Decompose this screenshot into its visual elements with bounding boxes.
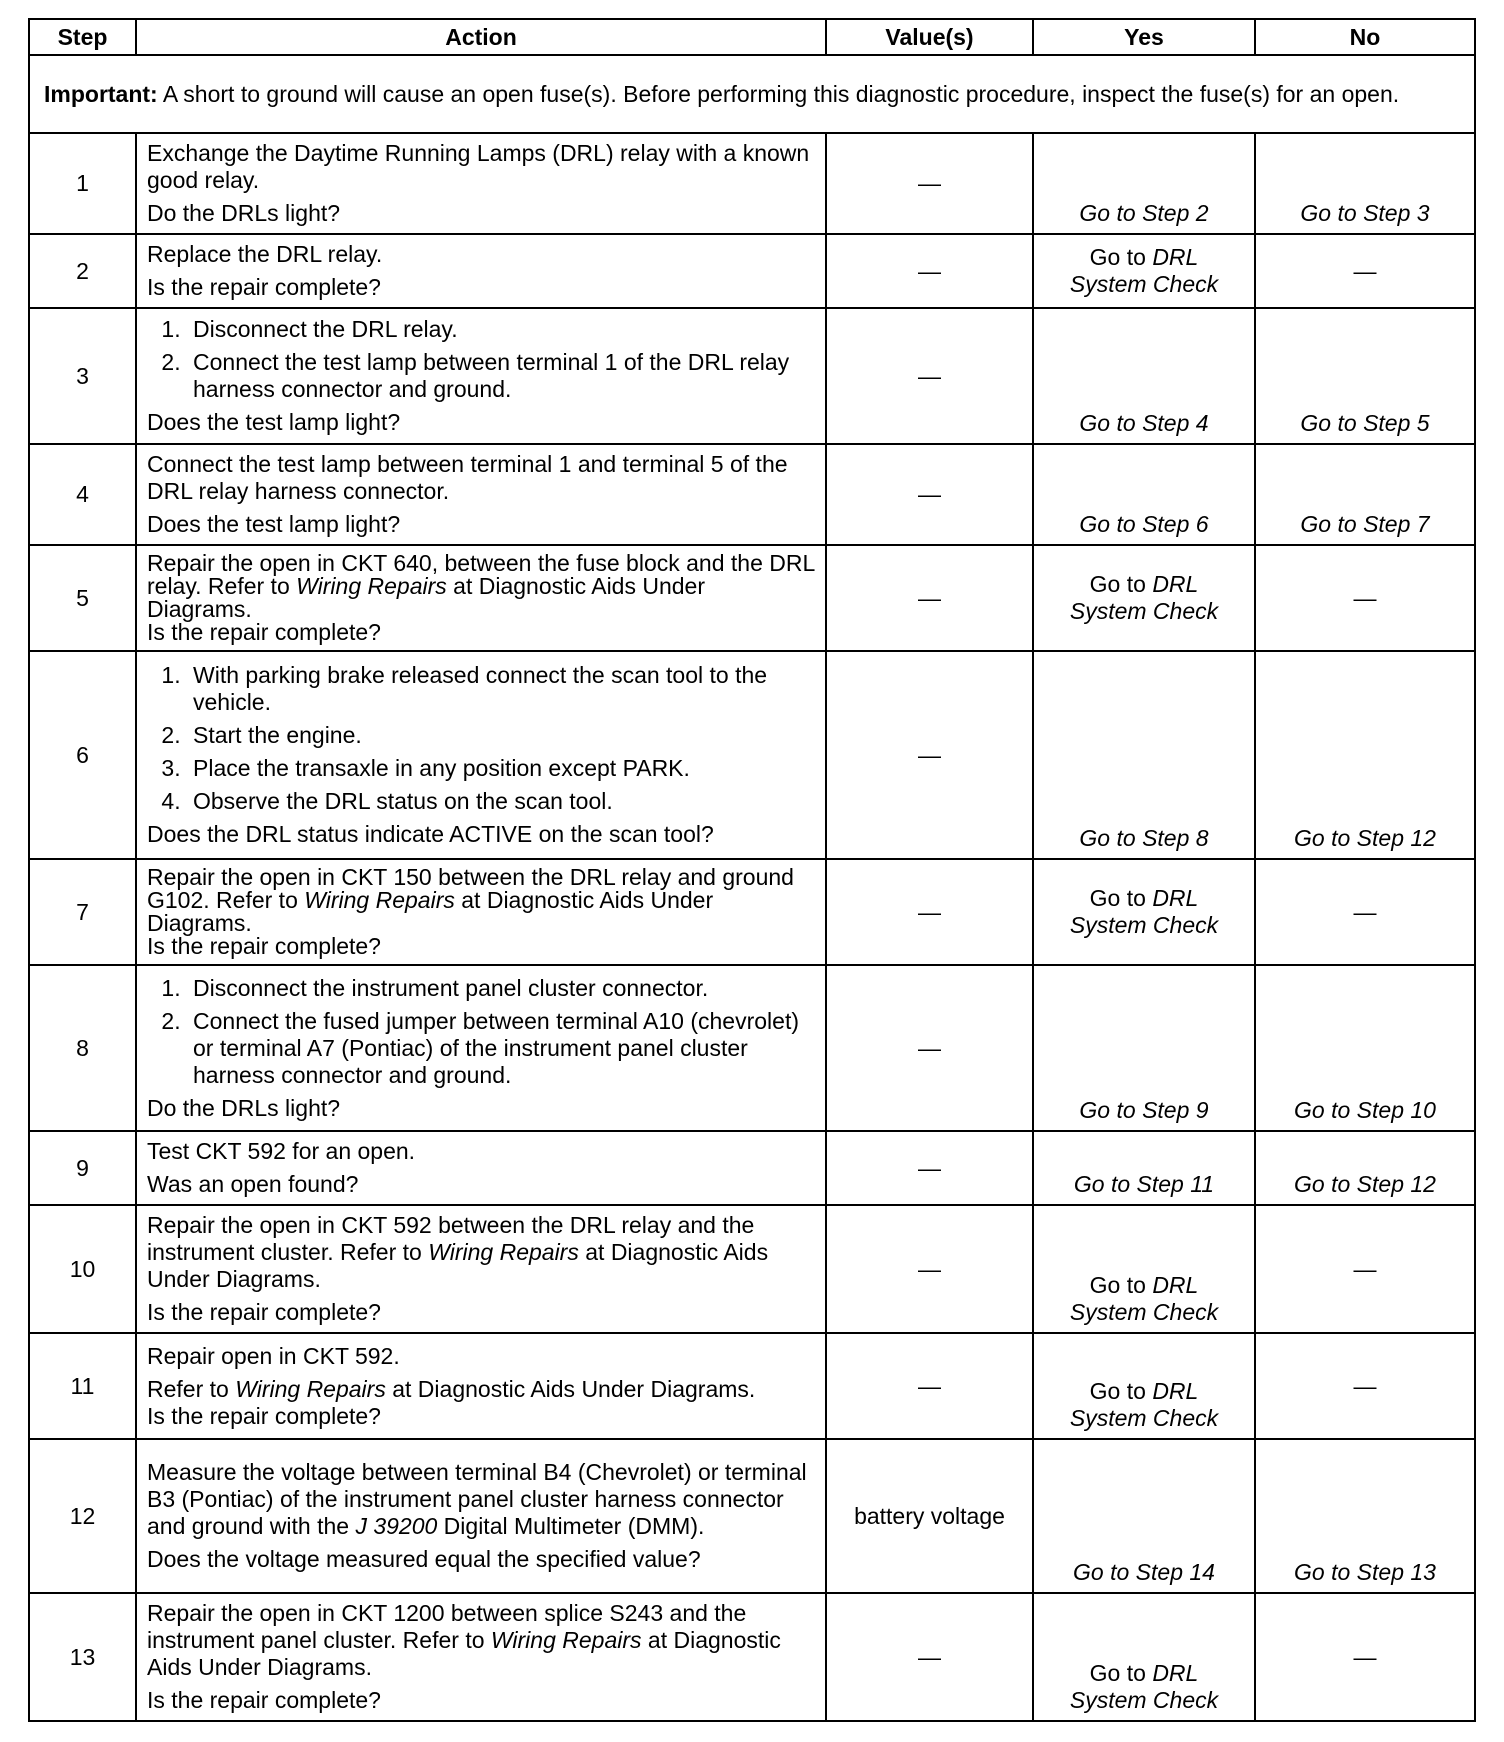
table-row xyxy=(29,133,1475,234)
yes-prefix: Go to xyxy=(1089,885,1153,911)
no-cell: Go to Step 7 xyxy=(1255,444,1475,545)
action-question: Is the repair complete? xyxy=(147,274,381,300)
action-text-part: at Diagnostic Aids Under Diagrams. xyxy=(147,1627,781,1680)
action-text xyxy=(147,866,815,935)
no-cell xyxy=(1255,545,1475,651)
value-dash: — xyxy=(918,1034,941,1061)
table-row xyxy=(29,308,1475,444)
value-cell xyxy=(826,651,1033,859)
action-question: Is the repair complete? xyxy=(147,619,381,645)
table-row xyxy=(29,651,1475,859)
step-number: 11 xyxy=(29,1333,136,1439)
value-cell xyxy=(826,1333,1033,1439)
action-cell xyxy=(136,651,826,859)
value-dash: — xyxy=(918,481,941,507)
yes-drl: DRL xyxy=(1152,1272,1199,1298)
table-row xyxy=(29,1593,1475,1721)
header-yes: Yes xyxy=(1033,19,1255,55)
no-cell xyxy=(1255,1205,1475,1333)
step-number: 7 xyxy=(29,859,136,965)
header-row xyxy=(29,19,1475,55)
yes-system-check: System Check xyxy=(1069,1687,1219,1713)
value-cell xyxy=(826,859,1033,965)
action-text-italic: Wiring Repairs xyxy=(428,1239,579,1265)
yes-drl: DRL xyxy=(1152,1378,1199,1404)
yes-prefix: Go to xyxy=(1089,1660,1153,1686)
list-item: 1. Disconnect the instrument panel cluster connector. xyxy=(187,975,815,1002)
action-question: Do the DRLs light? xyxy=(147,1094,341,1121)
yes-cell xyxy=(1033,545,1255,651)
yes-cell xyxy=(1033,1593,1255,1721)
no-dash: — xyxy=(1353,1372,1377,1399)
value-cell xyxy=(826,308,1033,444)
list-item: 4. Observe the DRL status on the scan tool. xyxy=(187,788,815,815)
yes-cell xyxy=(1033,1333,1255,1439)
action-text-part: Digital Multimeter (DMM). xyxy=(437,1513,705,1539)
list-item: 1. With parking brake released connect the scan tool to the vehicle. xyxy=(187,662,815,716)
no-dash: — xyxy=(1353,1643,1377,1670)
header-values: Value(s) xyxy=(826,19,1033,55)
value-dash: — xyxy=(918,584,941,611)
value-dash: — xyxy=(918,1643,941,1670)
no-cell: Go to Step 5 xyxy=(1255,308,1475,444)
yes-drl: DRL xyxy=(1152,571,1199,597)
action-text xyxy=(147,1459,815,1540)
table-row xyxy=(29,1439,1475,1593)
yes-system-check: System Check xyxy=(1069,912,1219,938)
value-cell xyxy=(826,545,1033,651)
action-question: Is the repair complete? xyxy=(147,1402,381,1429)
yes-system-check: System Check xyxy=(1069,1405,1219,1431)
action-cell xyxy=(136,444,826,545)
table-row xyxy=(29,1205,1475,1333)
action-text-part: at Diagnostic Aids Under Diagrams. xyxy=(147,573,706,622)
action-list xyxy=(147,662,815,815)
action-text: Exchange the Daytime Running Lamps (DRL) relay with a known good relay. xyxy=(147,140,810,193)
no-cell: Go to Step 10 xyxy=(1255,965,1475,1131)
action-cell xyxy=(136,1131,826,1205)
step-number: 8 xyxy=(29,965,136,1131)
action-cell xyxy=(136,1593,826,1721)
action-cell xyxy=(136,1205,826,1333)
yes-cell: Go to Step 9 xyxy=(1033,965,1255,1131)
action-text: Repair open in CKT 592. xyxy=(147,1342,400,1369)
action-text-italic: J 39200 xyxy=(355,1513,438,1539)
action-text-part: Refer to xyxy=(147,1375,236,1402)
no-dash: — xyxy=(1353,1255,1377,1282)
action-question: Is the repair complete? xyxy=(147,1687,381,1713)
no-dash: — xyxy=(1353,898,1377,925)
action-text-italic: Wiring Repairs xyxy=(490,1627,642,1653)
value-cell xyxy=(826,1205,1033,1333)
no-cell: Go to Step 3 xyxy=(1255,133,1475,234)
action-text-2 xyxy=(147,1376,815,1403)
step-number: 6 xyxy=(29,651,136,859)
action-question: Does the test lamp light? xyxy=(147,511,401,537)
no-dash: — xyxy=(1353,257,1377,284)
yes-cell: Go to Step 6 xyxy=(1033,444,1255,545)
list-item: 2. Start the engine. xyxy=(187,722,815,749)
header-action: Action xyxy=(136,19,826,55)
action-question: Is the repair complete? xyxy=(147,1299,381,1325)
action-cell xyxy=(136,234,826,308)
no-cell xyxy=(1255,1333,1475,1439)
step-number: 4 xyxy=(29,444,136,545)
action-question: Is the repair complete? xyxy=(147,933,381,959)
value-cell xyxy=(826,965,1033,1131)
value-cell: battery voltage xyxy=(826,1439,1033,1593)
action-list xyxy=(147,316,815,403)
yes-cell xyxy=(1033,234,1255,308)
action-question: Do the DRLs light? xyxy=(147,200,341,226)
action-list xyxy=(147,975,815,1089)
yes-system-check: System Check xyxy=(1069,1299,1219,1325)
value-cell xyxy=(826,234,1033,308)
no-cell xyxy=(1255,234,1475,308)
important-note xyxy=(29,55,1475,133)
value-dash: — xyxy=(918,1154,941,1181)
action-text-part: Repair the open in CKT 640, between the fuse block and the DRL relay. Refer to xyxy=(147,550,815,599)
action-question: Was an open found? xyxy=(147,1171,359,1197)
value-dash: — xyxy=(918,1255,941,1282)
value-cell xyxy=(826,133,1033,234)
action-text xyxy=(147,1600,815,1681)
yes-system-check: System Check xyxy=(1069,271,1219,297)
action-text xyxy=(147,1212,815,1293)
table-row xyxy=(29,859,1475,965)
yes-cell: Go to Step 11 xyxy=(1033,1131,1255,1205)
step-number: 9 xyxy=(29,1131,136,1205)
action-question: Does the DRL status indicate ACTIVE on the scan tool? xyxy=(147,821,714,847)
value-dash: — xyxy=(918,1372,941,1399)
step-number: 12 xyxy=(29,1439,136,1593)
yes-drl: DRL xyxy=(1152,1660,1199,1686)
important-lead: Important: xyxy=(44,81,158,107)
action-text-part: at Diagnostic Aids Under Diagrams. xyxy=(147,887,714,936)
yes-system-check: System Check xyxy=(1069,598,1219,624)
action-question: Does the test lamp light? xyxy=(147,409,401,435)
no-dash: — xyxy=(1353,584,1377,611)
no-cell: Go to Step 13 xyxy=(1255,1439,1475,1593)
list-item: 2. Connect the fused jumper between terminal A10 (chevrolet) or terminal A7 (Pontiac) of the instrument panel cluster harness connector and ground. xyxy=(187,1008,815,1089)
value-dash: — xyxy=(918,362,941,389)
header-no: No xyxy=(1255,19,1475,55)
action-text: Test CKT 592 for an open. xyxy=(147,1138,416,1164)
list-item: 2. Connect the test lamp between terminal 1 of the DRL relay harness connector and ground. xyxy=(187,349,815,403)
no-cell: Go to Step 12 xyxy=(1255,651,1475,859)
action-text xyxy=(147,552,815,621)
header-step: Step xyxy=(29,19,136,55)
action-text: Connect the test lamp between terminal 1 and terminal 5 of the DRL relay harness connector. xyxy=(147,451,788,504)
yes-cell: Go to Step 4 xyxy=(1033,308,1255,444)
action-question: Does the voltage measured equal the specified value? xyxy=(147,1546,701,1572)
list-item: 1. Disconnect the DRL relay. xyxy=(187,316,815,343)
no-cell xyxy=(1255,859,1475,965)
action-cell xyxy=(136,965,826,1131)
value-dash: — xyxy=(918,898,941,925)
no-cell xyxy=(1255,1593,1475,1721)
table-row xyxy=(29,1333,1475,1439)
yes-prefix: Go to xyxy=(1089,1272,1153,1298)
yes-cell: Go to Step 2 xyxy=(1033,133,1255,234)
yes-prefix: Go to xyxy=(1089,1378,1153,1404)
value-cell xyxy=(826,1593,1033,1721)
action-text-italic: Wiring Repairs xyxy=(304,887,455,913)
yes-prefix: Go to xyxy=(1089,571,1153,597)
action-text-part: Repair the open in CKT 592 between the DRL relay and the instrument cluster. Refer to xyxy=(147,1212,755,1265)
action-cell xyxy=(136,1439,826,1593)
value-dash: — xyxy=(918,741,941,768)
action-text-part: Measure the voltage between terminal B4 (Chevrolet) or terminal B3 (Pontiac) of the instrument panel cluster harness connector and ground with the xyxy=(147,1459,807,1539)
value-cell xyxy=(826,444,1033,545)
table-row xyxy=(29,545,1475,651)
action-text-part: at Diagnostic Aids Under Diagrams. xyxy=(147,1239,769,1292)
action-text-part: at Diagnostic Aids Under Diagrams. xyxy=(385,1375,756,1402)
action-cell xyxy=(136,1333,826,1439)
step-number: 13 xyxy=(29,1593,136,1721)
diagnostic-table-page xyxy=(28,18,1474,1722)
action-cell xyxy=(136,545,826,651)
yes-cell xyxy=(1033,859,1255,965)
yes-cell xyxy=(1033,1205,1255,1333)
important-text: A short to ground will cause an open fuse(s). Before performing this diagnostic procedure, inspect the fuse(s) for an open. xyxy=(157,81,1400,107)
value-cell xyxy=(826,1131,1033,1205)
important-row xyxy=(29,55,1475,133)
action-text-italic: Wiring Repairs xyxy=(235,1375,386,1402)
value-dash: — xyxy=(918,257,941,284)
step-number: 2 xyxy=(29,234,136,308)
action-text-part: Repair the open in CKT 150 between the DRL relay and ground G102. Refer to xyxy=(147,864,794,913)
list-item: 3. Place the transaxle in any position except PARK. xyxy=(187,755,815,782)
step-number: 3 xyxy=(29,308,136,444)
action-text-part: Repair the open in CKT 1200 between splice S243 and the instrument panel cluster. Refer to xyxy=(147,1600,747,1653)
table-row xyxy=(29,444,1475,545)
table-row xyxy=(29,234,1475,308)
step-number: 10 xyxy=(29,1205,136,1333)
yes-drl: DRL xyxy=(1152,244,1199,270)
yes-cell: Go to Step 8 xyxy=(1033,651,1255,859)
step-number: 5 xyxy=(29,545,136,651)
action-text-italic: Wiring Repairs xyxy=(296,573,447,599)
action-cell xyxy=(136,133,826,234)
table-row xyxy=(29,1131,1475,1205)
no-cell: Go to Step 12 xyxy=(1255,1131,1475,1205)
action-cell xyxy=(136,308,826,444)
diagnostic-table xyxy=(28,18,1476,1722)
yes-prefix: Go to xyxy=(1089,244,1153,270)
action-cell xyxy=(136,859,826,965)
table-row xyxy=(29,965,1475,1131)
yes-cell: Go to Step 14 xyxy=(1033,1439,1255,1593)
value-dash: — xyxy=(918,170,941,196)
yes-drl: DRL xyxy=(1152,885,1199,911)
step-number: 1 xyxy=(29,133,136,234)
action-text: Replace the DRL relay. xyxy=(147,241,383,267)
